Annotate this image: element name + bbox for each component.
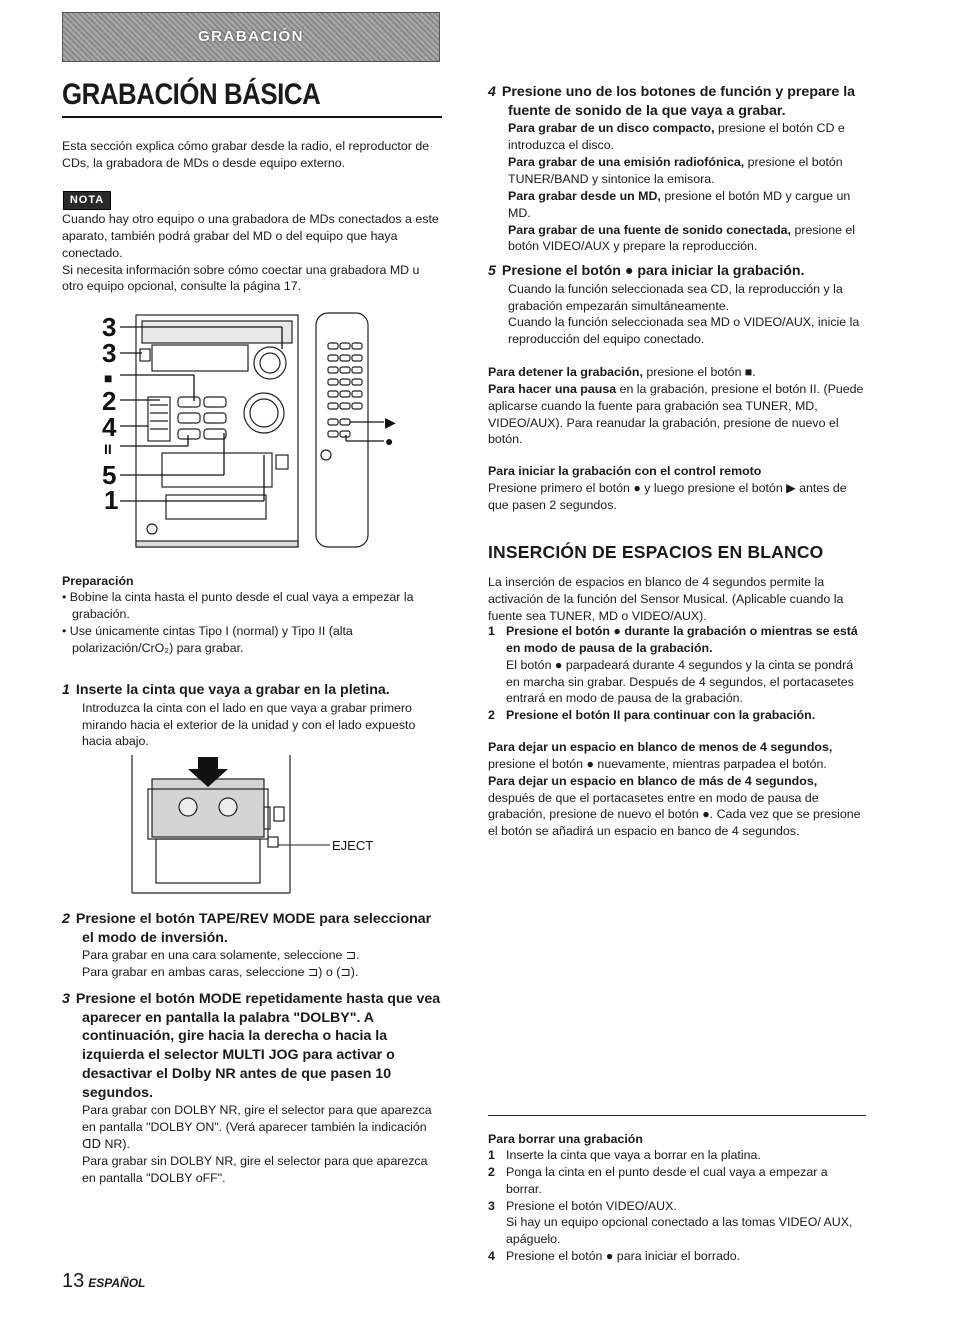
- step-2: [62, 910, 442, 981]
- blank-section-intro: La inserción de espacios en blanco de 4 segundos permite la activación de la función del Sensor Musical. (Aplicable cuando la fuente sea TUNER, MD o VIDEO/AUX).: [488, 575, 844, 623]
- step-3: [62, 990, 442, 1187]
- blank-steps: [488, 623, 866, 724]
- stereo-unit-illustration: [92, 305, 410, 555]
- erase-steps: [488, 1147, 866, 1265]
- step-3-body-1: Para grabar con DOLBY NR, gire el selector para que aparezca en pantalla "DOLBY ON". (Verá aparecer también la indicación ᗡᗞ NR).: [82, 1103, 432, 1152]
- page-title: GRABACIÓN BÁSICA: [62, 78, 321, 111]
- blank-more-note: Para dejar un espacio en blanco de más de 4 segundos, después de que el portacasetes entre en modo de pausa de grabación, presione de nuevo el botón ●. Cada vez que se presione el botón se añadirá un espacio en banco de 4 segundos.: [488, 773, 861, 839]
- erase-step: 3 Presione el botón VIDEO/AUX. Si hay un equipo opcional conectado a las tomas VIDEO/ AUX, apáguelo.: [488, 1198, 853, 1247]
- remote-start-body: Presione primero el botón ● y luego presione el botón ▶ antes de que pasen 2 segundos.: [488, 480, 847, 512]
- step-5-body-1: Cuando la función seleccionada sea CD, la reproducción y la grabación empezarán simultáneamente.: [508, 281, 843, 313]
- callout-label: 5: [102, 460, 117, 490]
- step-4-item: Para grabar de una fuente de sonido conectada, presione el botón VIDEO/AUX y prepare la reproducción.: [508, 222, 856, 254]
- pause-note: Para hacer una pausa en la grabación, presione el botón II. (Puede aplicarse cuando la fuente para grabación sea TUNER, MD, VIDEO/AUX). Para reanudar la grabación, presione de nuevo el botón.: [488, 381, 864, 447]
- remote-play-label: ▶: [385, 414, 396, 430]
- cassette-insert-illustration: [130, 755, 390, 895]
- footer-language: ESPAÑOL: [88, 1276, 146, 1290]
- preparation-item: • Use únicamente cintas Tipo I (normal) y Tipo II (alta polarización/CrO₂) para grabar.: [62, 623, 353, 655]
- step-5-heading: 5 Presione el botón ● para iniciar la grabación.: [488, 263, 805, 279]
- stop-pause-notes: [488, 364, 866, 448]
- step-2-line-2: Para grabar en ambas caras, seleccione ⊐) o (⊐).: [82, 965, 359, 980]
- step-4-item: Para grabar desde un MD, presione el botón MD y cargue un MD.: [508, 188, 851, 220]
- section-banner: [62, 12, 440, 62]
- step-1: [62, 681, 442, 750]
- preparation-item: • Bobine la cinta hasta el punto desde el cual vaya a empezar la grabación.: [62, 590, 414, 621]
- intro-paragraph: Esta sección explica cómo grabar desde la radio, el reproductor de CDs, la grabadora de MDs o desde equipo externo.: [62, 139, 430, 170]
- step-5-body-2: Cuando la función seleccionada sea MD o VIDEO/AUX, inicie la reproducción del equipo conectado.: [508, 315, 860, 347]
- blank-step: 1 Presione el botón ● durante la grabación o mientras se está en modo de pausa de la grabación. El botón ● parpadeará durante 4 segundos y la cinta se pondrá en marcha sin grabar. Después de 4 segundos, el portacasetes entrará en modo de pausa de la grabación.: [488, 624, 858, 706]
- remote-start-heading: Para iniciar la grabación con el control remoto: [488, 464, 762, 478]
- erase-heading: Para borrar una grabación: [488, 1132, 643, 1146]
- step-4: [488, 83, 866, 255]
- nota-text: [62, 211, 442, 295]
- blank-notes: [488, 739, 866, 840]
- title-rule: [62, 116, 442, 118]
- erase-step: 2 Ponga la cinta en el punto desde el cual vaya a empezar a borrar.: [488, 1164, 828, 1196]
- step-1-body: Introduzca la cinta con el lado en que vaya a grabar primero mirando hacia el exterior de la unidad y con el lado expuesto hacia abajo.: [82, 700, 416, 749]
- callout-label: ■: [104, 370, 113, 386]
- callout-label: 1: [104, 485, 119, 515]
- blank-less-note: Para dejar un espacio en blanco de menos de 4 segundos, presione el botón ● nuevamente, mientras parpadea el botón.: [488, 740, 833, 771]
- blank-section-title: INSERCIÓN DE ESPACIOS EN BLANCO: [488, 542, 824, 562]
- callout-label: 2: [102, 386, 117, 416]
- banner-text: GRABACIÓN: [198, 27, 304, 45]
- preparation-list: [62, 589, 442, 656]
- page-footer: [62, 1268, 145, 1295]
- step-4-item: Para grabar de una emisión radiofónica, presione el botón TUNER/BAND y sintonice la emisora.: [508, 155, 843, 187]
- remote-record-label: ●: [385, 433, 394, 449]
- nota-paragraph-2: Si necesita información sobre cómo coectar una grabadora MD u otro equipo opcional, consulte la página 17.: [62, 262, 420, 294]
- step-3-heading: 3 Presione el botón MODE repetidamente hasta que vea aparecer en pantalla la palabra "DOLBY". A continuación, gire hacia la derecha o hacia la izquierda el selector MULTI JOG para activar o desactivar el Dolby NR antes de que pasen 10 segundos.: [62, 991, 441, 1101]
- step-3-body-2: Para grabar sin DOLBY NR, gire el selector para que aparezca en pantalla "DOLBY oFF".: [82, 1153, 428, 1185]
- nota-badge: NOTA: [63, 191, 111, 210]
- step-5: [488, 262, 866, 348]
- callout-label: 3: [102, 338, 117, 368]
- callout-label: 4: [102, 412, 117, 442]
- callout-label: 3: [102, 312, 117, 342]
- stop-note: Para detener la grabación, presione el botón ■.: [488, 365, 756, 379]
- remote-start-note: [488, 463, 866, 514]
- step-4-heading: 4 Presione uno de los botones de función y prepare la fuente de sonido de la que vaya a grabar.: [488, 84, 856, 119]
- eject-label: EJECT: [332, 838, 374, 853]
- erase-step: 1 Inserte la cinta que vaya a borrar en la platina.: [488, 1148, 761, 1162]
- step-2-line-1: Para grabar en una cara solamente, seleccione ⊐.: [82, 948, 360, 963]
- step-1-heading: 1 Inserte la cinta que vaya a grabar en la pletina.: [62, 682, 390, 698]
- step-2-heading: 2 Presione el botón TAPE/REV MODE para seleccionar el modo de inversión.: [62, 911, 432, 946]
- callout-label: II: [104, 441, 112, 457]
- blank-step: 2 Presione el botón II para continuar con la grabación.: [488, 708, 816, 723]
- preparation-heading: Preparación: [62, 574, 134, 588]
- step-4-item: Para grabar de un disco compacto, presione el botón CD e introduzca el disco.: [508, 121, 845, 153]
- page-number: 13: [62, 1270, 85, 1292]
- erase-step: 4 Presione el botón ● para iniciar el borrado.: [488, 1249, 741, 1264]
- nota-paragraph-1: Cuando hay otro equipo o una grabadora de MDs conectados a este aparato, también podrá grabar del MD o del equipo que haya conectado.: [62, 212, 439, 260]
- erase-rule: [488, 1115, 866, 1116]
